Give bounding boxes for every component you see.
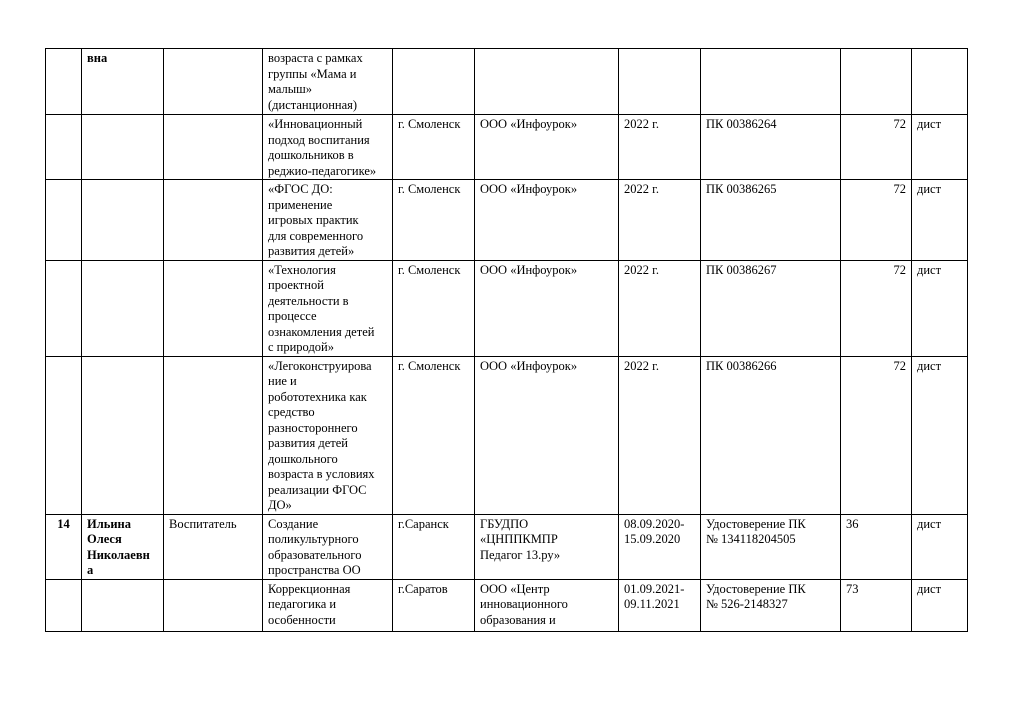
city: г. Смоленск (393, 356, 475, 514)
organization: ООО «Инфоурок» (475, 115, 619, 180)
training-table (45, 48, 968, 632)
course-topic: «Инновационный подход воспитания дошкольников в реджио-педагогике» (263, 115, 393, 180)
teacher-name: Ильина Олеся Николаевн а (82, 514, 164, 579)
city (393, 49, 475, 115)
teacher-name (82, 579, 164, 631)
position: Воспитатель (164, 514, 263, 579)
certificate: ПК 00386266 (701, 356, 841, 514)
row-number (46, 49, 82, 115)
course-topic: «Технология проектной деятельности в процессе ознакомления детей с природой» (263, 260, 393, 356)
hours: 73 (841, 579, 912, 631)
hours: 36 (841, 514, 912, 579)
certificate: ПК 00386264 (701, 115, 841, 180)
teacher-name (82, 115, 164, 180)
course-topic: Создание поликультурного образовательного пространства ОО (263, 514, 393, 579)
certificate (701, 49, 841, 115)
table-row (46, 514, 968, 579)
organization: ООО «Центр инновационного образования и (475, 579, 619, 631)
table-row (46, 180, 968, 261)
certificate: Удостоверение ПК № 134118204505 (701, 514, 841, 579)
course-topic: «Легоконструирова ние и робототехника как средство разностороннего развития детей дошкольного возраста в условиях реализации ФГОС ДО» (263, 356, 393, 514)
position (164, 260, 263, 356)
position (164, 115, 263, 180)
city: г. Смоленск (393, 180, 475, 261)
course-date: 2022 г. (619, 180, 701, 261)
organization: ГБУДПО «ЦНППКМПР Педагог 13.ру» (475, 514, 619, 579)
teacher-name (82, 356, 164, 514)
study-form: дист (912, 356, 968, 514)
teacher-name: вна (82, 49, 164, 115)
row-number (46, 115, 82, 180)
row-number (46, 356, 82, 514)
city: г. Смоленск (393, 115, 475, 180)
row-number (46, 180, 82, 261)
table-row (46, 579, 968, 631)
position (164, 356, 263, 514)
certificate: Удостоверение ПК № 526-2148327 (701, 579, 841, 631)
certificate: ПК 00386267 (701, 260, 841, 356)
study-form: дист (912, 579, 968, 631)
position (164, 579, 263, 631)
city: г.Саранск (393, 514, 475, 579)
hours: 72 (841, 356, 912, 514)
course-date: 01.09.2021- 09.11.2021 (619, 579, 701, 631)
organization (475, 49, 619, 115)
position (164, 49, 263, 115)
course-date (619, 49, 701, 115)
hours: 72 (841, 260, 912, 356)
city: г. Смоленск (393, 260, 475, 356)
course-topic: «ФГОС ДО: применение игровых практик для современного развития детей» (263, 180, 393, 261)
table-row (46, 260, 968, 356)
hours (841, 49, 912, 115)
city: г.Саратов (393, 579, 475, 631)
certificate: ПК 00386265 (701, 180, 841, 261)
study-form (912, 49, 968, 115)
study-form: дист (912, 260, 968, 356)
course-date: 2022 г. (619, 115, 701, 180)
table-row (46, 356, 968, 514)
study-form: дист (912, 115, 968, 180)
hours: 72 (841, 180, 912, 261)
table-row (46, 115, 968, 180)
organization: ООО «Инфоурок» (475, 180, 619, 261)
hours: 72 (841, 115, 912, 180)
course-date: 2022 г. (619, 356, 701, 514)
row-number (46, 579, 82, 631)
organization: ООО «Инфоурок» (475, 356, 619, 514)
table-row (46, 49, 968, 115)
study-form: дист (912, 180, 968, 261)
course-date: 08.09.2020- 15.09.2020 (619, 514, 701, 579)
organization: ООО «Инфоурок» (475, 260, 619, 356)
row-number (46, 260, 82, 356)
course-date: 2022 г. (619, 260, 701, 356)
row-number: 14 (46, 514, 82, 579)
teacher-name (82, 180, 164, 261)
study-form: дист (912, 514, 968, 579)
course-topic: возраста с рамках группы «Мама и малыш» (дистанционная) (263, 49, 393, 115)
position (164, 180, 263, 261)
teacher-name (82, 260, 164, 356)
course-topic: Коррекционная педагогика и особенности (263, 579, 393, 631)
